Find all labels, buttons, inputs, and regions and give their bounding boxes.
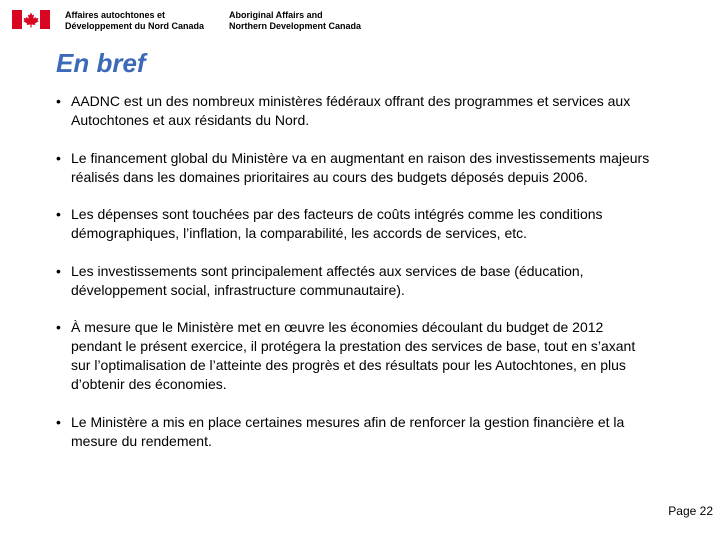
- bullet-marker: •: [56, 262, 61, 279]
- bullet-item: [56, 413, 656, 451]
- bullet-text: Le Ministère a mis en place certaines mesures afin de renforcer la gestion financière et la mesure du rendement.: [71, 413, 625, 449]
- bullet-item: [56, 149, 656, 187]
- bullet-text: Les investissements sont principalement affectés aux services de base (éducation, développement social, infrastructure communautaire).: [71, 262, 584, 298]
- bullet-marker: •: [56, 206, 61, 222]
- bullet-item: [56, 205, 656, 243]
- header-banner: [12, 10, 399, 36]
- bullet-marker: •: [56, 93, 61, 109]
- bullet-marker: •: [56, 319, 61, 335]
- department-name-french-line2: Développement du Nord Canada: [65, 21, 205, 31]
- bullet-text: À mesure que le Ministère met en œuvre les économies découlant du budget de 2012 pendant le présent exercice, il protégera la prestation des services de base, tout en s’axant sur l’optimalisation de l’atteinte des progrès et des résultats pour les Autochtones, en plus d’obtenir des économies.: [71, 319, 636, 392]
- department-name-english: [229, 10, 399, 32]
- bullet-item: [56, 318, 656, 394]
- bullet-item: [56, 92, 656, 130]
- department-name-english-line2: Northern Development Canada: [229, 21, 362, 31]
- bullet-marker: •: [56, 149, 61, 166]
- bullet-text: Les dépenses sont touchées par des facteurs de coûts intégrés comme les conditions démographiques, l’inflation, la comparabilité, les accords de services, etc.: [71, 206, 603, 241]
- bullet-marker: •: [56, 413, 61, 430]
- canada-flag-icon: [12, 10, 50, 29]
- bullet-list: [56, 92, 656, 469]
- slide-title: En bref: [56, 48, 146, 78]
- bullet-text: AADNC est un des nombreux ministères fédéraux offrant des programmes et services aux Autochtones et aux résidants du Nord.: [71, 93, 631, 128]
- page-number: Page 22: [668, 504, 713, 518]
- department-name-french-line1: Affaires autochtones et: [65, 10, 166, 20]
- bullet-item: [56, 262, 656, 300]
- department-name-french: [65, 10, 225, 32]
- department-name-english-line1: Aboriginal Affairs and: [229, 10, 323, 20]
- bullet-text: Le financement global du Ministère va en augmentant en raison des investissements majeurs réalisés dans les domaines prioritaires au cours des budgets déposés depuis 2006.: [71, 149, 650, 185]
